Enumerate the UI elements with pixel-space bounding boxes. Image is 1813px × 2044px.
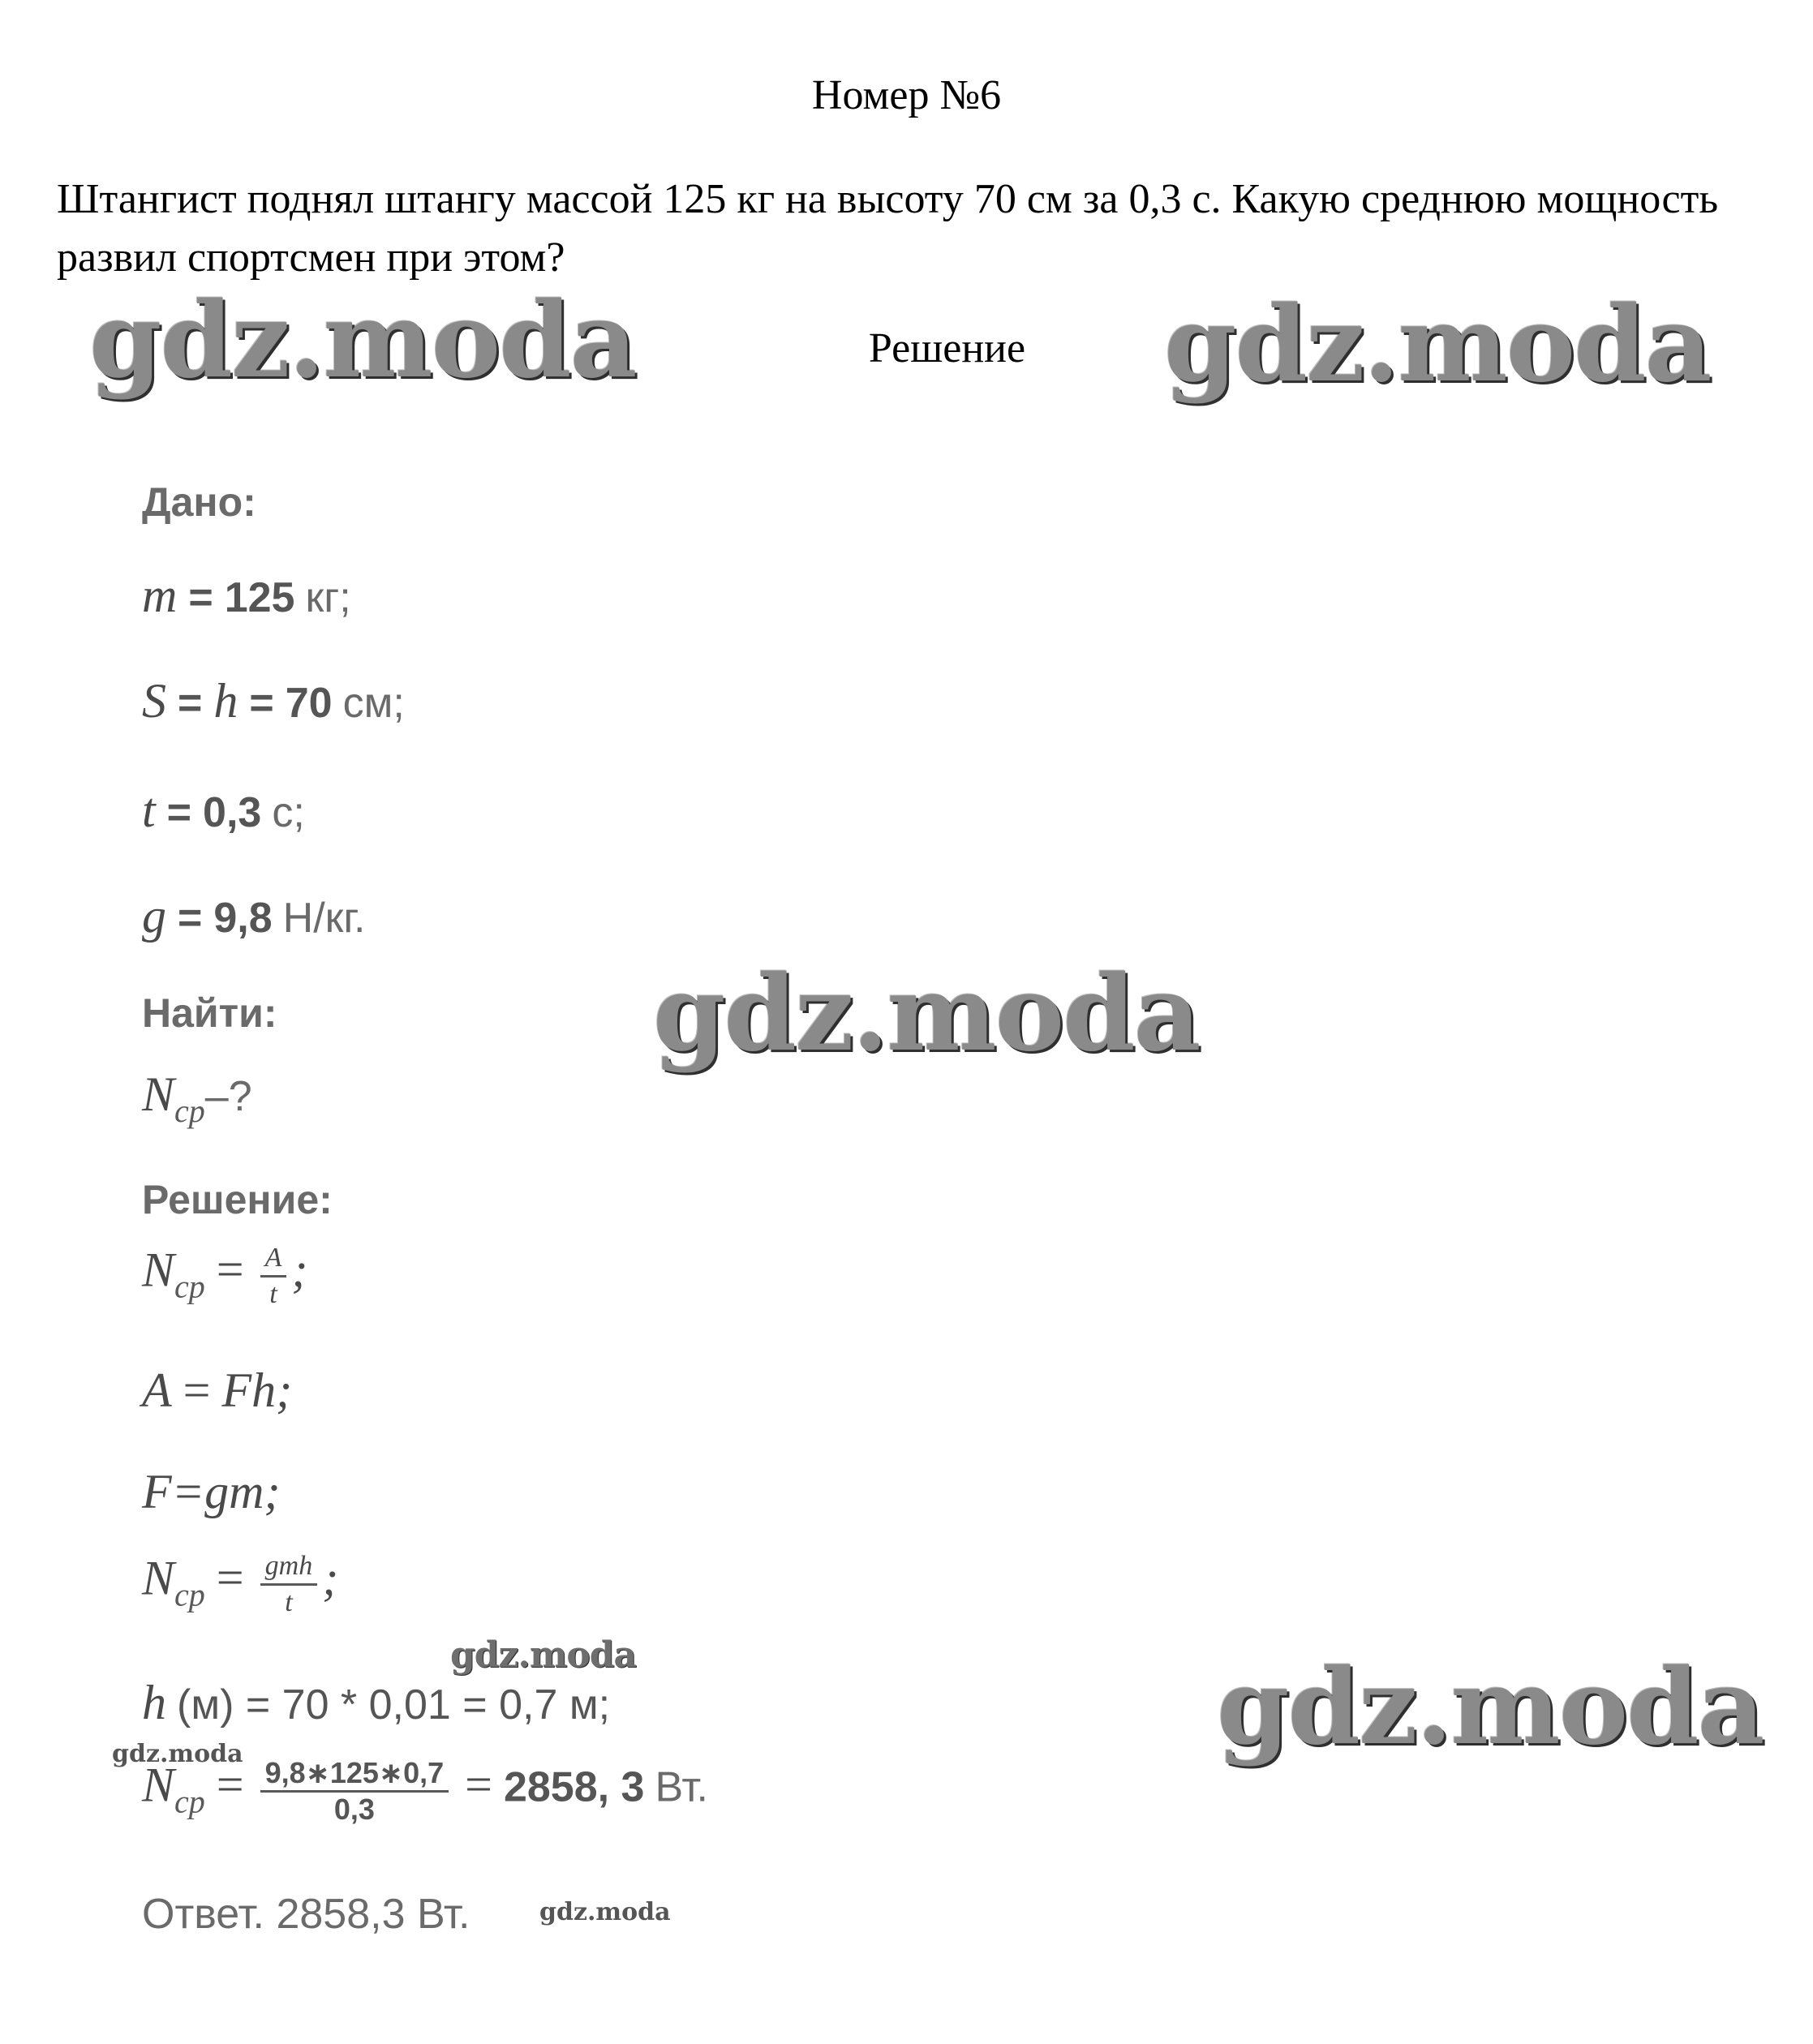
solution-heading: Решение (868, 325, 1026, 371)
watermark-logo: gdz.moda (653, 953, 1200, 1075)
answer-line: Ответ. 2858,3 Вт. (142, 1891, 470, 1938)
find-power: $N_{ср}-$? (142, 1067, 252, 1129)
formula-force: F=gm; (142, 1465, 281, 1518)
given-label: Дано: (142, 479, 256, 525)
problem-text: Штангист поднял штангу массой 125 кг на высоту 70 см за 0,3 с. Какую среднюю мощность развил спортсмен при этом? (57, 176, 1719, 281)
page-title: Номер №6 (811, 72, 1002, 118)
given-height: S = h = 70 см; (142, 674, 405, 728)
given-mass: m = 125 кг; (142, 569, 351, 622)
watermark-logo: gdz.moda (1217, 1647, 1764, 1768)
find-label: Найти: (142, 990, 277, 1036)
watermark-logo: gdz.moda (539, 1898, 671, 1926)
solution-label: Решение: (142, 1177, 333, 1222)
watermark-logo: gdz.moda (112, 1740, 243, 1768)
given-gravity: g = 9,8 Н/кг. (142, 889, 366, 943)
formula-power-expanded: $N_{ср}$ = $\frac{\text{gmh}}{t}$ ; (142, 1551, 339, 1617)
formula-work: A = Fh; (142, 1363, 293, 1417)
formula-power: $N_{ср}$ = $\frac{A}{t}$ ; (142, 1243, 308, 1309)
height-conversion: h (м) = 70 * 0,01 = 0,7 м; (142, 1676, 611, 1729)
watermark-logo: gdz.moda (450, 1634, 637, 1676)
watermark-logo: gdz.moda (1164, 284, 1711, 406)
watermark-logo: gdz.moda (89, 280, 636, 402)
final-calculation: $N_{ср}$ = $\frac{9,8∗125∗0,7}{0,3}$ = 2858, 3 Вт. (142, 1756, 708, 1826)
given-time: t = 0,3 с; (142, 784, 305, 837)
